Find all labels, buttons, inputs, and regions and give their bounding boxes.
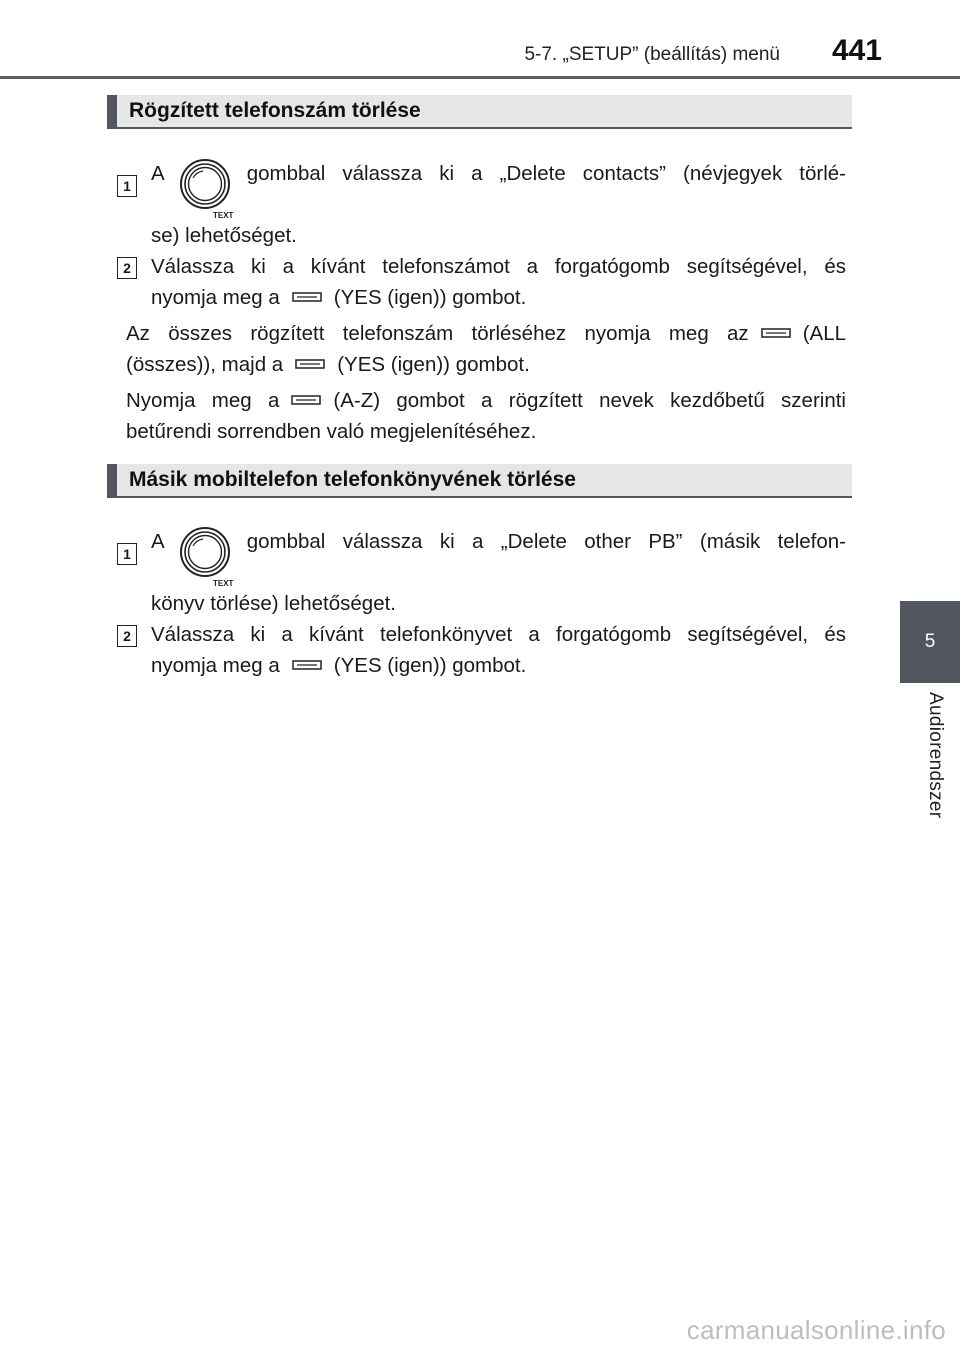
chapter-tab — [900, 601, 960, 683]
preset-button-icon — [291, 395, 321, 405]
step-text: Válassza ki a kívánt telefonszámot a forgatógomb segítségével, és nyomja meg a (YES (igen)) gombot. — [151, 255, 846, 309]
section-heading: Másik mobiltelefon telefonkönyvének törlése — [107, 464, 852, 498]
preset-button-icon — [295, 359, 325, 369]
page-number: 441 — [831, 34, 882, 67]
step-text: A TEXT gombbal válassza ki a „Delete other PB” (másik telefon- könyv törlése) lehetőséget. — [151, 524, 846, 619]
svg-text:TEXT: TEXT — [212, 579, 234, 588]
preset-button-icon — [292, 660, 322, 670]
header-section-title: 5-7. „SETUP” (beállítás) menü — [524, 44, 780, 65]
svg-text:TEXT: TEXT — [212, 211, 234, 220]
step-number: 1 — [117, 543, 137, 565]
tune-knob-icon — [173, 156, 239, 220]
step-number: 1 — [117, 175, 137, 197]
note-text: Nyomja meg a (A-Z) gombot a rögzített nevek kezdőbetű szerinti betűrendi sorrendben való megjelenítéséhez. — [126, 389, 846, 443]
tune-knob-icon — [173, 524, 239, 588]
step-text: Válassza ki a kívánt telefonkönyvet a forgatógomb segítségével, és nyomja meg a (YES (igen)) gombot. — [151, 623, 846, 677]
chapter-label: Audiorendszer — [925, 692, 946, 819]
watermark: carmanualsonline.info — [686, 1315, 946, 1345]
section-heading: Rögzített telefonszám törlése — [107, 95, 852, 129]
header-divider — [0, 76, 960, 79]
preset-button-icon — [292, 292, 322, 302]
note-text: Az összes rögzített telefonszám törléséhez nyomja meg az (ALL (összes)), majd a (YES (igen)) gombot. — [126, 322, 846, 376]
preset-button-icon — [761, 328, 791, 338]
step-text: A TEXT gombbal válassza ki a „Delete contacts” (névjegyek törlé- se) lehetőséget. — [151, 156, 846, 251]
step-number: 2 — [117, 257, 137, 279]
chapter-number: 5 — [924, 631, 936, 652]
step-number: 2 — [117, 625, 137, 647]
